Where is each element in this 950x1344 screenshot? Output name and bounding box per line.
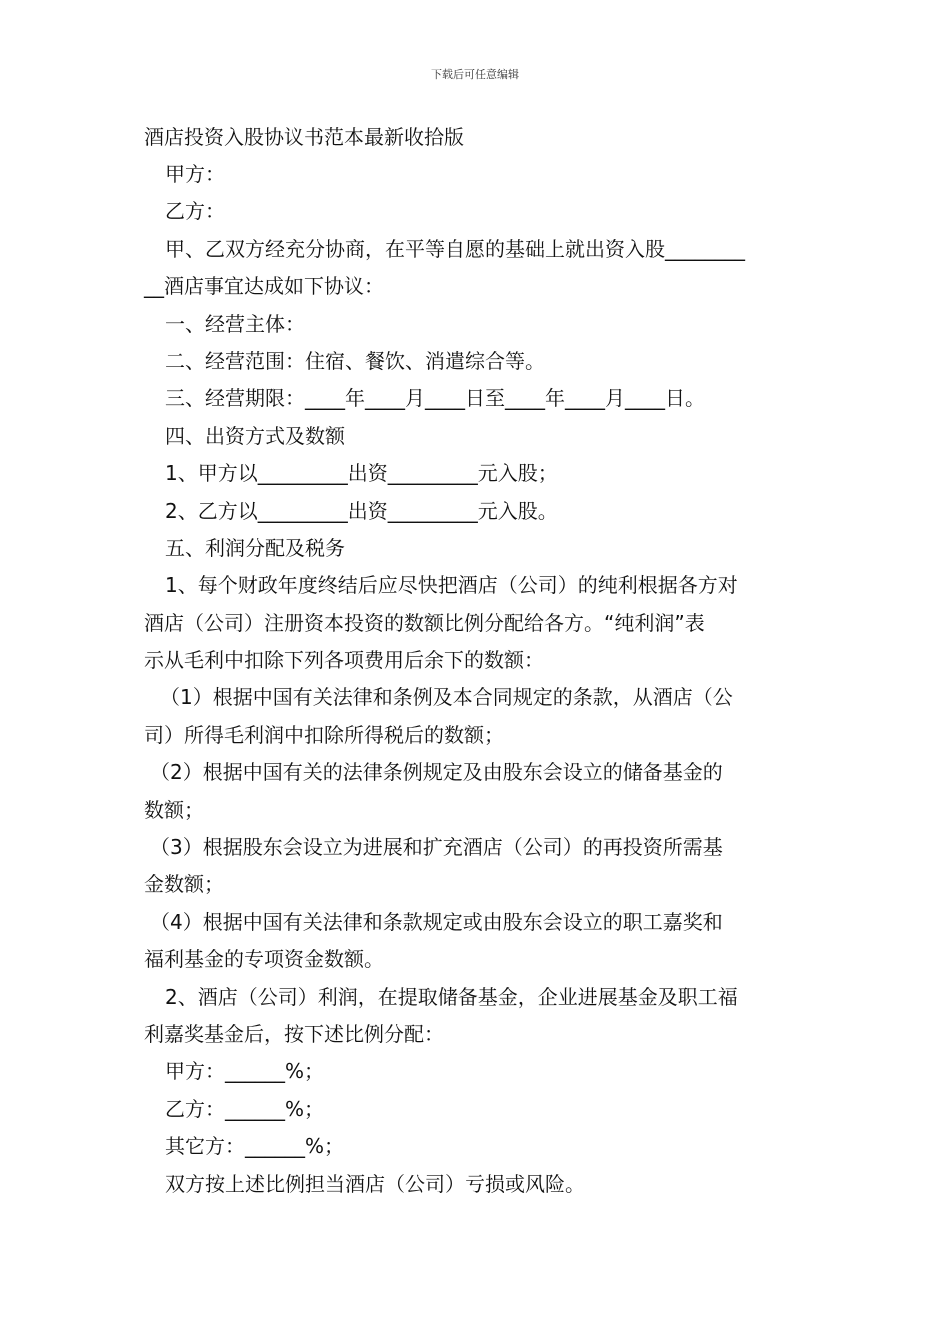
text-line: 利嘉奖基金后，按下述比例分配： bbox=[144, 1021, 444, 1046]
text-line: 示从毛利中扣除下列各项费用后余下的数额： bbox=[144, 648, 544, 673]
text-line: 1、甲方以_________出资_________元入股； bbox=[165, 461, 558, 486]
text-line: 二、经营范围：住宿、餐饮、消遣综合等。 bbox=[165, 348, 545, 373]
text-line: 司）所得毛利润中扣除所得税后的数额； bbox=[144, 722, 504, 747]
text-line: 四、出资方式及数额 bbox=[165, 423, 345, 448]
text-line: 数额； bbox=[144, 797, 204, 822]
text-line: 三、经营期限：____年____月____日至____年____月____日。 bbox=[165, 386, 705, 411]
text-line: 金数额； bbox=[144, 872, 224, 897]
text-line: 一、经营主体： bbox=[165, 311, 305, 336]
text-line: 乙方：______%； bbox=[165, 1096, 325, 1121]
document-title: 酒店投资入股协议书范本最新收拾版 bbox=[144, 125, 464, 149]
text-line: （3）根据股东会设立为进展和扩充酒店（公司）的再投资所需基 bbox=[150, 835, 723, 860]
text-line: 2、乙方以_________出资_________元入股。 bbox=[165, 498, 558, 523]
page-header-note: 下载后可任意编辑 bbox=[431, 68, 519, 81]
text-line: 酒店（公司）注册资本投资的数额比例分配给各方。“纯利润”表 bbox=[144, 610, 705, 635]
text-line: （1）根据中国有关法律和条例及本合同规定的条款，从酒店（公 bbox=[160, 685, 733, 710]
paragraph-lines bbox=[144, 156, 810, 1203]
document-body bbox=[144, 119, 810, 1203]
text-line: 其它方：______%； bbox=[165, 1134, 345, 1159]
text-line: 五、利润分配及税务 bbox=[165, 535, 345, 560]
text-line: （4）根据中国有关法律和条款规定或由股东会设立的职工嘉奖和 bbox=[150, 909, 723, 934]
text-line: 甲方： bbox=[165, 162, 225, 186]
text-line: 2、酒店（公司）利润，在提取储备基金，企业进展基金及职工福 bbox=[165, 984, 738, 1009]
text-line: （2）根据中国有关的法律条例规定及由股东会设立的储备基金的 bbox=[150, 760, 723, 785]
text-line: 乙方： bbox=[165, 199, 225, 224]
text-line: 甲方：______%； bbox=[165, 1059, 325, 1084]
text-line: 双方按上述比例担当酒店（公司）亏损或风险。 bbox=[165, 1171, 585, 1196]
text-line: __酒店事宜达成如下协议： bbox=[144, 274, 384, 299]
text-line: 福利基金的专项资金数额。 bbox=[144, 947, 384, 972]
text-line: 1、每个财政年度终结后应尽快把酒店（公司）的纯利根据各方对 bbox=[165, 573, 738, 598]
text-line: 甲、乙双方经充分协商，在平等自愿的基础上就出资入股________ bbox=[165, 236, 745, 261]
